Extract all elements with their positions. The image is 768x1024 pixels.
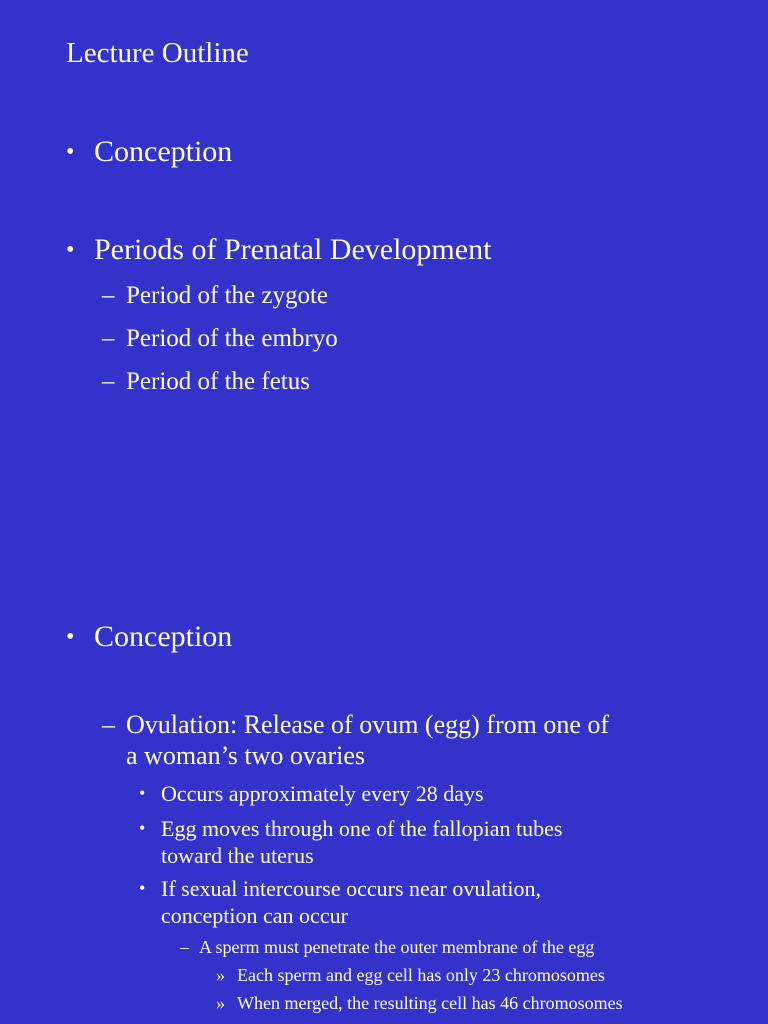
- dash-mark: –: [102, 368, 115, 395]
- chromosome-label: Each sperm and egg cell has only 23 chromosomes: [237, 965, 605, 985]
- point-line-1: Occurs approximately every 28 days: [161, 781, 484, 806]
- point-line-1: If sexual intercourse occurs near ovulation,: [161, 876, 541, 901]
- bullet-mark: •: [139, 783, 146, 803]
- outline-item-label: Conception: [94, 135, 233, 168]
- point-line-1: Egg moves through one of the fallopian tubes: [161, 816, 563, 841]
- ovulation-line-2: a woman’s two ovaries: [126, 741, 366, 770]
- point-line-2: toward the uterus: [161, 843, 314, 868]
- dash-mark: –: [102, 710, 115, 739]
- slide-title: Lecture Outline: [66, 37, 249, 69]
- bullet-mark: •: [139, 818, 146, 838]
- dash-mark: –: [102, 325, 115, 352]
- section-heading-label: Conception: [94, 620, 233, 653]
- dash-mark: –: [180, 937, 189, 957]
- ovulation-line-1: Ovulation: Release of ovum (egg) from one of: [126, 710, 610, 739]
- point-line-2: conception can occur: [161, 903, 348, 928]
- chromosome-label: When merged, the resulting cell has 46 chromosomes: [237, 993, 623, 1013]
- bullet-mark: •: [66, 139, 75, 165]
- chevron-mark: »: [216, 965, 225, 985]
- bullet-mark: •: [66, 237, 75, 263]
- dash-mark: –: [102, 282, 115, 309]
- sub-item-label: Period of the zygote: [126, 282, 329, 309]
- bullet-mark: •: [66, 624, 75, 650]
- bullet-mark: •: [139, 878, 146, 898]
- sperm-label: A sperm must penetrate the outer membrane of the egg: [199, 937, 595, 957]
- sub-item-label: Period of the embryo: [126, 325, 338, 352]
- sub-item-label: Period of the fetus: [126, 368, 310, 395]
- outline-item-label: Periods of Prenatal Development: [94, 233, 492, 266]
- chevron-mark: »: [216, 993, 225, 1013]
